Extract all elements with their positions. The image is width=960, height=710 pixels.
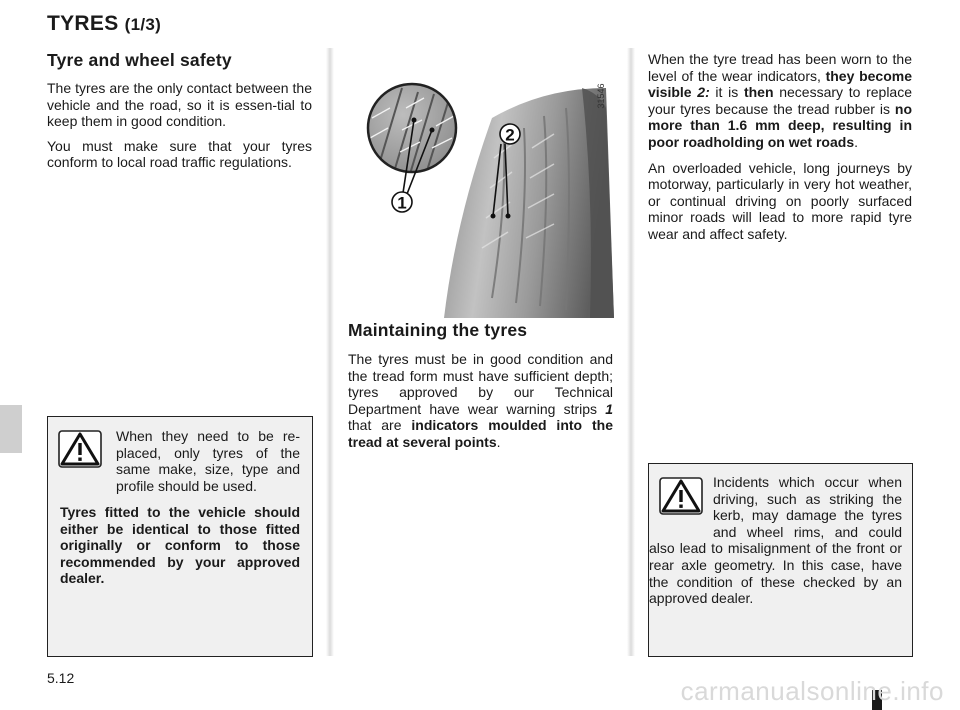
column-divider-right — [627, 48, 635, 656]
chapter-tab — [0, 405, 22, 453]
warning-text: Incidents which occur when driving, such as striking the kerb, may damage the tyres and wheel rims, and could also lead to misalignment of the front or rear axle geometry. In this case, have the condition of these checked by an approved dealer. — [649, 474, 902, 607]
tyre-wear-indicator-figure — [344, 48, 614, 318]
section-heading: Tyre and wheel safety — [47, 50, 232, 70]
warning-text-bold: Tyres fitted to the vehicle should either be identical to those fitted originally or conform to those recommended by your approved dealer. — [60, 504, 300, 587]
ref-1: 1 — [605, 400, 613, 417]
paragraph: An overloaded vehicle, long journeys by motorway, particularly in very hot weather, or continual driving on poorly surfaced minor roads will lead to more rapid tyre wear and affect safety. — [648, 159, 912, 242]
warning-text: When they need to be re-placed, only tyres of the same make, size, type and profile should be used. — [116, 428, 300, 494]
page-title: TYRES (1/3) — [47, 12, 162, 35]
warning-text-wrap — [649, 464, 914, 658]
column-divider-left — [326, 48, 334, 656]
warning-triangle-icon — [58, 430, 102, 468]
paragraph: The tyres must be in good condition and the tread form must have sufficient depth; tyres approved by our Technical Department have wear warning strips 1 that are indicators moulded into the tread at several points. — [348, 351, 613, 450]
warning-box-incidents — [648, 463, 913, 657]
warning-box-tyre-replacement — [47, 416, 313, 657]
page-part: (1/3) — [124, 15, 162, 34]
section-maintaining-tyres — [348, 320, 613, 451]
paragraph: When the tyre tread has been worn to the level of the wear indicators, they become visible 2: it is then necessary to replace your tyres because the tread rubber is no more than 1.6 mm deep, resulting in poor roadholding on wet roads. — [648, 51, 913, 150]
section-wear-indicators — [648, 51, 912, 243]
section-heading: Maintaining the tyres — [348, 320, 528, 340]
paragraph: You must make sure that your tyres conform to local road traffic regulations. — [47, 137, 312, 171]
paragraph: The tyres are the only contact between the vehicle and the road, so it is essen-tial to keep them in good condition. — [47, 80, 312, 130]
figure-ref-number: 31546 — [596, 83, 606, 109]
page-number: 5.12 — [47, 670, 75, 686]
watermark: carmanualsonline.info — [680, 676, 944, 706]
section-tyre-wheel-safety — [47, 50, 312, 171]
callout-2-label: 2 — [505, 125, 515, 145]
ref-2: 2: — [697, 84, 710, 101]
callout-1-label: 1 — [397, 193, 407, 213]
